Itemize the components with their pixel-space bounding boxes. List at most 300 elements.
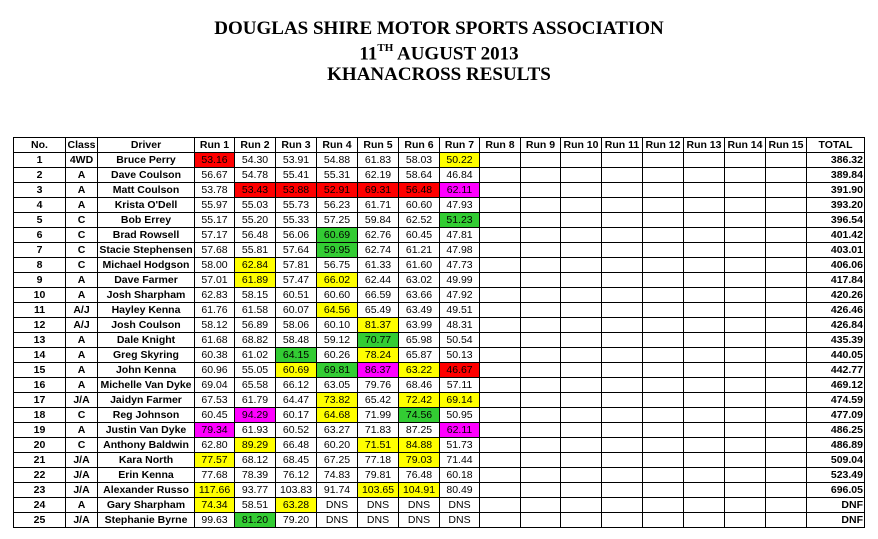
empty-run-cell: [725, 513, 766, 528]
empty-run-cell: [602, 318, 643, 333]
run-time-cell: 58.03: [399, 153, 440, 168]
class-cell: J/A: [66, 468, 98, 483]
empty-run-cell: [725, 228, 766, 243]
car-number-cell: 19: [14, 423, 66, 438]
run-time-cell: 79.81: [358, 468, 399, 483]
run-time-cell: 59.95: [317, 243, 358, 258]
column-header: Run 6: [399, 138, 440, 153]
run-time-cell: 51.73: [440, 438, 480, 453]
table-row: [14, 213, 865, 228]
total-cell: 523.49: [807, 468, 865, 483]
driver-cell: Matt Coulson: [98, 183, 195, 198]
empty-run-cell: [766, 258, 807, 273]
empty-run-cell: [684, 288, 725, 303]
run-time-cell: 103.65: [358, 483, 399, 498]
column-header: No.: [14, 138, 66, 153]
car-number-cell: 21: [14, 453, 66, 468]
run-time-cell: 47.98: [440, 243, 480, 258]
run-time-cell: 61.89: [235, 273, 276, 288]
empty-run-cell: [602, 498, 643, 513]
empty-run-cell: [725, 423, 766, 438]
run-time-cell: 63.27: [317, 423, 358, 438]
table-row: [14, 453, 865, 468]
run-time-cell: 77.68: [195, 468, 235, 483]
run-time-cell: 60.38: [195, 348, 235, 363]
empty-run-cell: [561, 258, 602, 273]
empty-run-cell: [684, 498, 725, 513]
run-time-cell: 67.25: [317, 453, 358, 468]
empty-run-cell: [480, 363, 521, 378]
column-header: Run 13: [684, 138, 725, 153]
class-cell: A: [66, 378, 98, 393]
car-number-cell: 24: [14, 498, 66, 513]
empty-run-cell: [480, 483, 521, 498]
run-time-cell: 68.45: [276, 453, 317, 468]
run-time-cell: 72.42: [399, 393, 440, 408]
driver-cell: Bob Errey: [98, 213, 195, 228]
run-time-cell: 69.14: [440, 393, 480, 408]
run-time-cell: 61.58: [235, 303, 276, 318]
empty-run-cell: [725, 168, 766, 183]
empty-run-cell: [480, 258, 521, 273]
empty-run-cell: [561, 393, 602, 408]
empty-run-cell: [643, 333, 684, 348]
table-row: [14, 153, 865, 168]
empty-run-cell: [561, 228, 602, 243]
run-time-cell: 60.52: [276, 423, 317, 438]
empty-run-cell: [766, 213, 807, 228]
run-time-cell: 53.43: [235, 183, 276, 198]
empty-run-cell: [602, 183, 643, 198]
driver-cell: Dave Coulson: [98, 168, 195, 183]
column-header: Run 5: [358, 138, 399, 153]
empty-run-cell: [602, 453, 643, 468]
run-time-cell: 70.77: [358, 333, 399, 348]
run-time-cell: 71.83: [358, 423, 399, 438]
empty-run-cell: [521, 213, 561, 228]
empty-run-cell: [684, 393, 725, 408]
driver-cell: Michael Hodgson: [98, 258, 195, 273]
class-cell: C: [66, 243, 98, 258]
empty-run-cell: [643, 243, 684, 258]
run-time-cell: 60.26: [317, 348, 358, 363]
run-time-cell: 62.44: [358, 273, 399, 288]
run-time-cell: 48.31: [440, 318, 480, 333]
car-number-cell: 15: [14, 363, 66, 378]
run-time-cell: DNS: [317, 498, 358, 513]
empty-run-cell: [602, 228, 643, 243]
event-date: [0, 39, 878, 64]
run-time-cell: 73.82: [317, 393, 358, 408]
empty-run-cell: [643, 168, 684, 183]
empty-run-cell: [521, 393, 561, 408]
driver-cell: Hayley Kenna: [98, 303, 195, 318]
run-time-cell: 47.92: [440, 288, 480, 303]
empty-run-cell: [643, 348, 684, 363]
run-time-cell: 59.12: [317, 333, 358, 348]
empty-run-cell: [725, 468, 766, 483]
run-time-cell: 47.93: [440, 198, 480, 213]
run-time-cell: 53.91: [276, 153, 317, 168]
run-time-cell: 63.22: [399, 363, 440, 378]
run-time-cell: 57.01: [195, 273, 235, 288]
run-time-cell: 60.45: [399, 228, 440, 243]
total-cell: 393.20: [807, 198, 865, 213]
run-time-cell: 60.60: [317, 288, 358, 303]
empty-run-cell: [725, 378, 766, 393]
table-row: [14, 183, 865, 198]
empty-run-cell: [480, 318, 521, 333]
car-number-cell: 12: [14, 318, 66, 333]
run-time-cell: 69.81: [317, 363, 358, 378]
driver-cell: Dale Knight: [98, 333, 195, 348]
empty-run-cell: [643, 378, 684, 393]
run-time-cell: 56.06: [276, 228, 317, 243]
table-row: [14, 258, 865, 273]
empty-run-cell: [725, 438, 766, 453]
run-time-cell: 60.69: [276, 363, 317, 378]
run-time-cell: 54.30: [235, 153, 276, 168]
run-time-cell: 58.15: [235, 288, 276, 303]
run-time-cell: 57.64: [276, 243, 317, 258]
empty-run-cell: [643, 273, 684, 288]
run-time-cell: 66.48: [276, 438, 317, 453]
run-time-cell: 60.18: [440, 468, 480, 483]
empty-run-cell: [766, 378, 807, 393]
empty-run-cell: [766, 348, 807, 363]
run-time-cell: 66.12: [276, 378, 317, 393]
run-time-cell: 78.24: [358, 348, 399, 363]
class-cell: A: [66, 273, 98, 288]
empty-run-cell: [643, 513, 684, 528]
run-time-cell: 68.12: [235, 453, 276, 468]
driver-cell: Erin Kenna: [98, 468, 195, 483]
run-time-cell: 65.98: [399, 333, 440, 348]
empty-run-cell: [684, 318, 725, 333]
driver-cell: Stephanie Byrne: [98, 513, 195, 528]
empty-run-cell: [684, 453, 725, 468]
total-cell: 477.09: [807, 408, 865, 423]
run-time-cell: 60.51: [276, 288, 317, 303]
empty-run-cell: [766, 288, 807, 303]
driver-cell: Anthony Baldwin: [98, 438, 195, 453]
run-time-cell: 79.20: [276, 513, 317, 528]
empty-run-cell: [643, 453, 684, 468]
column-header: Run 3: [276, 138, 317, 153]
empty-run-cell: [643, 408, 684, 423]
run-time-cell: 65.42: [358, 393, 399, 408]
driver-cell: Greg Skyring: [98, 348, 195, 363]
driver-cell: Kara North: [98, 453, 195, 468]
run-time-cell: 61.76: [195, 303, 235, 318]
empty-run-cell: [766, 468, 807, 483]
run-time-cell: 61.93: [235, 423, 276, 438]
class-cell: A: [66, 288, 98, 303]
empty-run-cell: [643, 318, 684, 333]
run-time-cell: 65.87: [399, 348, 440, 363]
run-time-cell: 84.88: [399, 438, 440, 453]
car-number-cell: 4: [14, 198, 66, 213]
empty-run-cell: [480, 408, 521, 423]
run-time-cell: 58.12: [195, 318, 235, 333]
class-cell: A: [66, 168, 98, 183]
car-number-cell: 20: [14, 438, 66, 453]
run-time-cell: 49.51: [440, 303, 480, 318]
run-time-cell: 62.74: [358, 243, 399, 258]
table-row: [14, 243, 865, 258]
empty-run-cell: [684, 243, 725, 258]
empty-run-cell: [725, 348, 766, 363]
empty-run-cell: [602, 288, 643, 303]
driver-cell: Alexander Russo: [98, 483, 195, 498]
empty-run-cell: [561, 483, 602, 498]
empty-run-cell: [684, 348, 725, 363]
empty-run-cell: [684, 153, 725, 168]
class-cell: C: [66, 213, 98, 228]
column-header: Run 8: [480, 138, 521, 153]
empty-run-cell: [561, 198, 602, 213]
empty-run-cell: [725, 498, 766, 513]
total-cell: 486.25: [807, 423, 865, 438]
run-time-cell: 51.23: [440, 213, 480, 228]
car-number-cell: 23: [14, 483, 66, 498]
run-time-cell: 77.18: [358, 453, 399, 468]
empty-run-cell: [561, 213, 602, 228]
empty-run-cell: [766, 243, 807, 258]
empty-run-cell: [684, 438, 725, 453]
class-cell: A: [66, 198, 98, 213]
run-time-cell: 89.29: [235, 438, 276, 453]
class-cell: A: [66, 423, 98, 438]
empty-run-cell: [643, 423, 684, 438]
class-cell: A: [66, 333, 98, 348]
run-time-cell: 62.11: [440, 183, 480, 198]
run-time-cell: 63.49: [399, 303, 440, 318]
empty-run-cell: [521, 243, 561, 258]
empty-run-cell: [480, 228, 521, 243]
total-cell: 391.90: [807, 183, 865, 198]
empty-run-cell: [643, 183, 684, 198]
results-table: [13, 137, 865, 528]
table-row: [14, 288, 865, 303]
empty-run-cell: [561, 498, 602, 513]
empty-run-cell: [602, 513, 643, 528]
run-time-cell: 53.16: [195, 153, 235, 168]
run-time-cell: 60.20: [317, 438, 358, 453]
car-number-cell: 2: [14, 168, 66, 183]
empty-run-cell: [561, 318, 602, 333]
run-time-cell: 53.78: [195, 183, 235, 198]
class-cell: A: [66, 348, 98, 363]
run-time-cell: 57.17: [195, 228, 235, 243]
run-time-cell: 62.76: [358, 228, 399, 243]
column-header: Run 14: [725, 138, 766, 153]
empty-run-cell: [480, 378, 521, 393]
car-number-cell: 6: [14, 228, 66, 243]
empty-run-cell: [725, 483, 766, 498]
empty-run-cell: [602, 198, 643, 213]
association-title: DOUGLAS SHIRE MOTOR SPORTS ASSOCIATION: [214, 18, 664, 39]
empty-run-cell: [766, 303, 807, 318]
empty-run-cell: [766, 318, 807, 333]
run-time-cell: 55.81: [235, 243, 276, 258]
empty-run-cell: [684, 483, 725, 498]
car-number-cell: 25: [14, 513, 66, 528]
driver-cell: Krista O'Dell: [98, 198, 195, 213]
class-cell: A: [66, 183, 98, 198]
run-time-cell: 56.89: [235, 318, 276, 333]
run-time-cell: DNS: [358, 513, 399, 528]
total-cell: 426.84: [807, 318, 865, 333]
empty-run-cell: [561, 378, 602, 393]
empty-run-cell: [766, 438, 807, 453]
empty-run-cell: [561, 423, 602, 438]
empty-run-cell: [602, 168, 643, 183]
run-time-cell: 63.02: [399, 273, 440, 288]
empty-run-cell: [725, 303, 766, 318]
empty-run-cell: [521, 438, 561, 453]
table-row: [14, 318, 865, 333]
total-cell: DNF: [807, 498, 865, 513]
empty-run-cell: [521, 498, 561, 513]
driver-cell: Gary Sharpham: [98, 498, 195, 513]
empty-run-cell: [725, 273, 766, 288]
empty-run-cell: [725, 393, 766, 408]
empty-run-cell: [521, 273, 561, 288]
run-time-cell: 62.19: [358, 168, 399, 183]
run-time-cell: 47.81: [440, 228, 480, 243]
empty-run-cell: [480, 333, 521, 348]
run-time-cell: 61.83: [358, 153, 399, 168]
total-cell: 426.46: [807, 303, 865, 318]
table-row: [14, 498, 865, 513]
table-row: [14, 168, 865, 183]
run-time-cell: 56.48: [235, 228, 276, 243]
column-header: Run 10: [561, 138, 602, 153]
run-time-cell: 54.78: [235, 168, 276, 183]
empty-run-cell: [480, 468, 521, 483]
table-row: [14, 228, 865, 243]
run-time-cell: 62.52: [399, 213, 440, 228]
run-time-cell: 74.56: [399, 408, 440, 423]
run-time-cell: 94.29: [235, 408, 276, 423]
empty-run-cell: [521, 168, 561, 183]
table-row: [14, 513, 865, 528]
car-number-cell: 22: [14, 468, 66, 483]
run-time-cell: 81.20: [235, 513, 276, 528]
empty-run-cell: [480, 168, 521, 183]
run-time-cell: 63.28: [276, 498, 317, 513]
empty-run-cell: [561, 513, 602, 528]
empty-run-cell: [561, 288, 602, 303]
empty-run-cell: [561, 183, 602, 198]
table-row: [14, 423, 865, 438]
total-cell: 420.26: [807, 288, 865, 303]
run-time-cell: 63.05: [317, 378, 358, 393]
class-cell: A/J: [66, 303, 98, 318]
empty-run-cell: [480, 198, 521, 213]
empty-run-cell: [684, 228, 725, 243]
empty-run-cell: [602, 153, 643, 168]
column-header: Run 9: [521, 138, 561, 153]
run-time-cell: 103.83: [276, 483, 317, 498]
empty-run-cell: [521, 453, 561, 468]
driver-cell: Justin Van Dyke: [98, 423, 195, 438]
driver-cell: Michelle Van Dyke: [98, 378, 195, 393]
empty-run-cell: [725, 333, 766, 348]
run-time-cell: 55.20: [235, 213, 276, 228]
run-time-cell: 61.79: [235, 393, 276, 408]
run-time-cell: 56.67: [195, 168, 235, 183]
empty-run-cell: [684, 378, 725, 393]
empty-run-cell: [480, 453, 521, 468]
run-time-cell: 61.60: [399, 258, 440, 273]
total-cell: 696.05: [807, 483, 865, 498]
car-number-cell: 10: [14, 288, 66, 303]
class-cell: C: [66, 228, 98, 243]
total-cell: 386.32: [807, 153, 865, 168]
empty-run-cell: [561, 363, 602, 378]
empty-run-cell: [602, 423, 643, 438]
empty-run-cell: [766, 183, 807, 198]
run-time-cell: 55.17: [195, 213, 235, 228]
empty-run-cell: [643, 198, 684, 213]
table-row: [14, 438, 865, 453]
empty-run-cell: [766, 168, 807, 183]
column-header: Run 15: [766, 138, 807, 153]
run-time-cell: 104.91: [399, 483, 440, 498]
class-cell: J/A: [66, 483, 98, 498]
column-header: Run 4: [317, 138, 358, 153]
report-header: [0, 18, 878, 85]
empty-run-cell: [561, 333, 602, 348]
run-time-cell: 59.84: [358, 213, 399, 228]
run-time-cell: 55.05: [235, 363, 276, 378]
run-time-cell: 57.11: [440, 378, 480, 393]
run-time-cell: 55.73: [276, 198, 317, 213]
total-cell: 435.39: [807, 333, 865, 348]
driver-cell: Jaidyn Farmer: [98, 393, 195, 408]
run-time-cell: 62.11: [440, 423, 480, 438]
empty-run-cell: [521, 153, 561, 168]
run-time-cell: 50.22: [440, 153, 480, 168]
empty-run-cell: [725, 183, 766, 198]
class-cell: J/A: [66, 393, 98, 408]
class-cell: C: [66, 408, 98, 423]
run-time-cell: 68.46: [399, 378, 440, 393]
run-time-cell: DNS: [440, 498, 480, 513]
run-time-cell: 71.51: [358, 438, 399, 453]
total-cell: 406.06: [807, 258, 865, 273]
driver-cell: Josh Sharpham: [98, 288, 195, 303]
table-row: [14, 333, 865, 348]
empty-run-cell: [602, 393, 643, 408]
car-number-cell: 11: [14, 303, 66, 318]
driver-cell: Bruce Perry: [98, 153, 195, 168]
empty-run-cell: [480, 438, 521, 453]
run-time-cell: 63.99: [399, 318, 440, 333]
run-time-cell: 49.99: [440, 273, 480, 288]
empty-run-cell: [643, 303, 684, 318]
driver-cell: Reg Johnson: [98, 408, 195, 423]
empty-run-cell: [480, 498, 521, 513]
run-time-cell: 78.39: [235, 468, 276, 483]
empty-run-cell: [766, 498, 807, 513]
car-number-cell: 16: [14, 378, 66, 393]
run-time-cell: 64.47: [276, 393, 317, 408]
empty-run-cell: [480, 153, 521, 168]
run-time-cell: 117.66: [195, 483, 235, 498]
